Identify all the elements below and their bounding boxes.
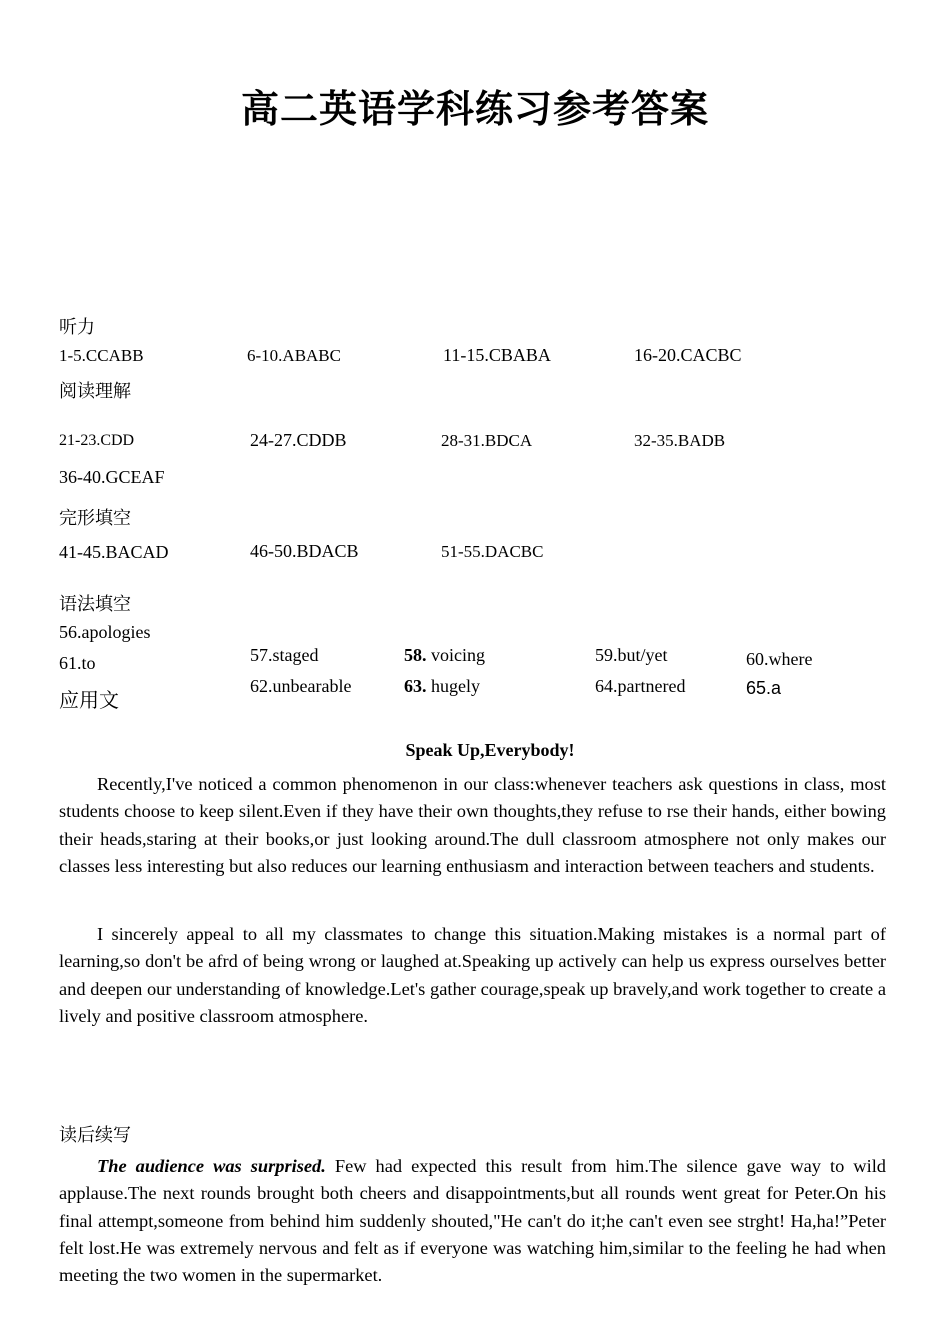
essay-paragraph-1: Recently,I've noticed a common phenomenon in our class:whenever teachers ask questions in class, most students choose to keep silent.Even if they have their own thoughts,they refuse to rse their hands, either bowing their heads,staring at their books,or just looking around.The dull classroom atmosphere not only makes our classes less interesting but also reduces our learning enthusiasm and interaction between teachers and students. (59, 774, 886, 876)
cloze-heading: 完形填空 (59, 508, 131, 529)
essay-title: Speak Up,Everybody! (405, 740, 575, 760)
listening-answer-2: 6-10.ABABC (247, 346, 341, 365)
grammar-answer-57: 57.staged (250, 645, 319, 665)
grammar-heading: 语法填空 (59, 594, 131, 615)
continuation-paragraph (59, 1153, 886, 1289)
grammar-answer-56: 56.apologies (59, 622, 151, 642)
listening-answer-3: 11-15.CBABA (443, 345, 551, 365)
reading-answer-4: 32-35.BADB (634, 431, 726, 450)
listening-heading: 听力 (59, 317, 95, 338)
grammar-answer-63-number: 63. (404, 676, 427, 696)
grammar-answer-63-word: hugely (431, 676, 480, 696)
grammar-answer-58-word: voicing (431, 645, 485, 665)
page-title: 高二英语学科练习参考答案 (240, 87, 709, 131)
cloze-answer-1: 41-45.BACAD (59, 542, 169, 562)
grammar-answer-61: 61.to (59, 653, 96, 673)
grammar-answer-63 (404, 676, 480, 697)
continuation-lead: The audience was surprised. (97, 1156, 326, 1176)
continuation-text: Few had expected this result from him.The silence gave way to wild applause.The next rounds brought both cheers and disappointments,but all rounds went great for Peter.On his final attempt,someone from behind him suddenly shouted,"He can't do it;he can't even see strght! Ha,ha!”Peter felt lost.He was extremely nervous and felt as if everyone was watching him,similar to the feeling he had when meeting the two women in the supermarket. (59, 1156, 886, 1286)
grammar-answer-58 (404, 645, 485, 666)
listening-answer-1: 1-5.CCABB (59, 346, 144, 365)
grammar-answer-60: 60.where (746, 649, 813, 669)
cloze-answer-2: 46-50.BDACB (250, 541, 359, 561)
listening-answer-4: 16-20.CACBC (634, 345, 742, 365)
grammar-answer-59: 59.but/yet (595, 645, 668, 665)
reading-heading: 阅读理解 (59, 381, 131, 402)
reading-answer-2: 24-27.CDDB (250, 430, 347, 450)
writing-heading: 应用文 (59, 688, 119, 712)
reading-answer-5: 36-40.GCEAF (59, 467, 165, 487)
continuation-heading: 读后续写 (59, 1125, 131, 1146)
grammar-answer-58-number: 58. (404, 645, 427, 665)
grammar-answer-64: 64.partnered (595, 676, 686, 696)
reading-answer-1: 21-23.CDD (59, 432, 135, 449)
essay-paragraph-2: I sincerely appeal to all my classmates to change this situation.Making mistakes is a normal part of learning,so don't be afrd of being wrong or laughed at.Speaking up actively can help us express ourselves better and deepen our understanding of knowledge.Let's gather courage,speak up bravely,and work together to create a lively and positive classroom atmosphere. (59, 924, 886, 1026)
reading-answer-3: 28-31.BDCA (441, 431, 533, 450)
grammar-answer-65: 65.a (746, 678, 782, 698)
grammar-answer-62: 62.unbearable (250, 676, 352, 696)
cloze-answer-3: 51-55.DACBC (441, 542, 544, 561)
